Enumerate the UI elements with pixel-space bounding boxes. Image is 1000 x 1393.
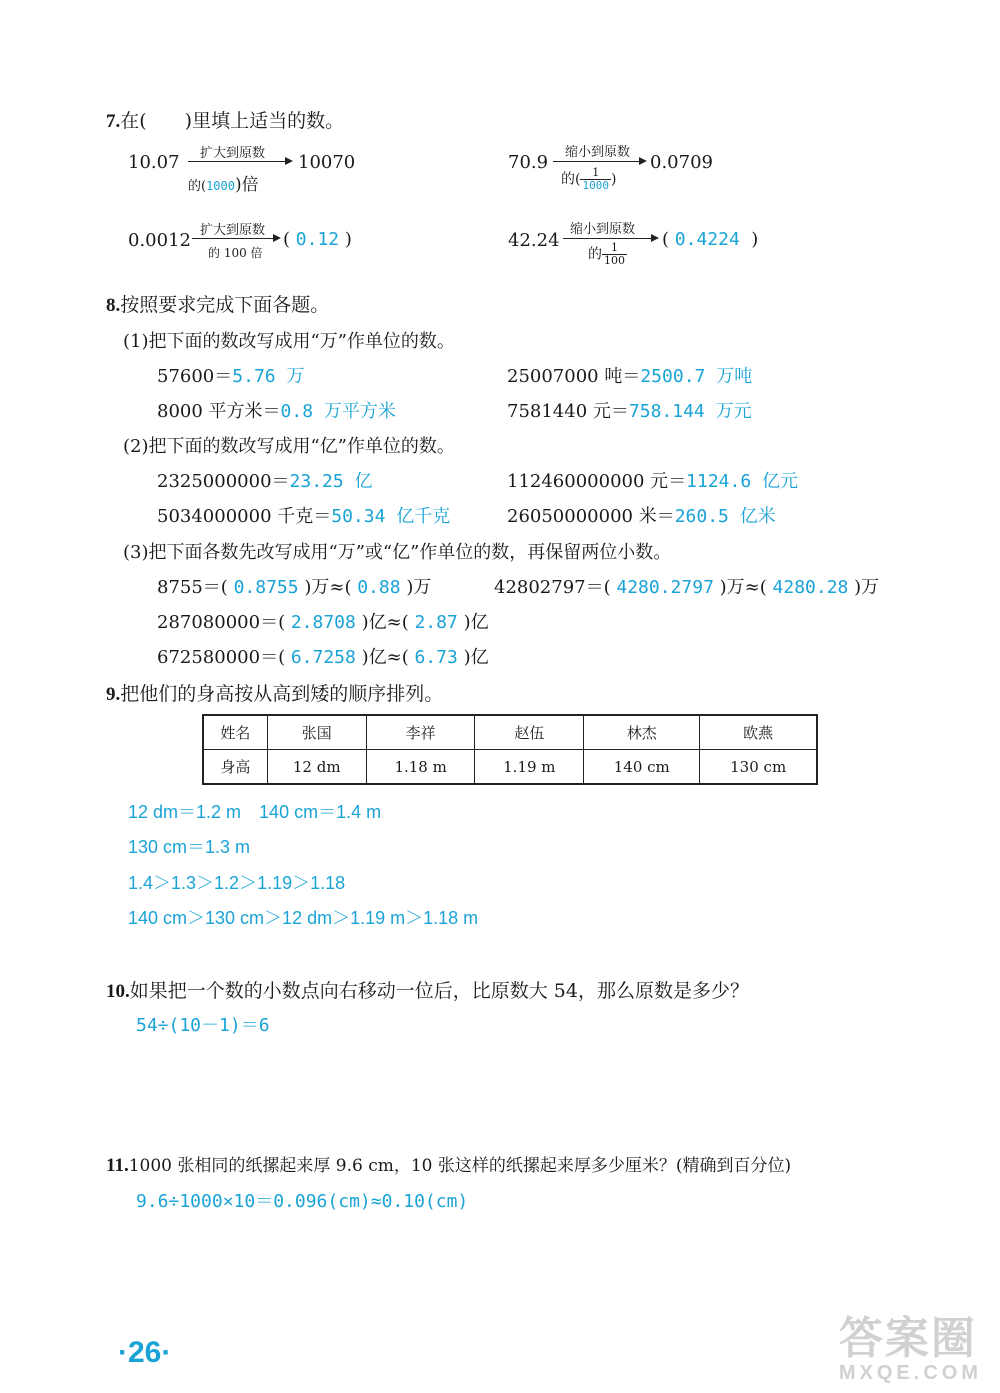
- q7d-arrow: [563, 238, 652, 239]
- table-cell: 李祥: [366, 715, 475, 750]
- q7c-over: 扩大到原数: [200, 223, 266, 238]
- page-number: ·26·: [118, 1336, 172, 1369]
- q7b-frac-num: 1: [580, 167, 611, 180]
- q8-p1-item-4: 7581440 元＝758.144 万元: [507, 401, 752, 422]
- q8-p3-row-2: 42802797＝( 4280.2797 )万≈( 4280.28 )万: [494, 577, 880, 598]
- q7a-left: 10.07: [128, 152, 180, 173]
- height-table: [202, 714, 818, 785]
- q7c-arrow-head: [273, 234, 281, 242]
- table-cell: 林杰: [584, 715, 700, 750]
- table-cell: 1.19 m: [475, 750, 584, 785]
- q7d-fraction: [602, 242, 627, 267]
- table-header-row: [203, 715, 817, 750]
- q8-p3-label: (3)把下面各数先改写成用“万”或“亿”作单位的数，再保留两位小数。: [123, 542, 672, 563]
- q8-p1-item-2: 25007000 吨＝2500.7 万吨: [507, 366, 753, 387]
- q7a-arrow: [188, 161, 286, 162]
- q7b-open: (: [575, 171, 581, 188]
- watermark-bottom: MXQE.COM: [838, 1362, 982, 1384]
- watermark-logo: [839, 1316, 982, 1385]
- q7c-result: [283, 229, 352, 250]
- q7b-arrow-head: [639, 157, 647, 165]
- q7a-under-pre: 的(: [188, 179, 207, 194]
- q7b-frac-den: 1000: [582, 179, 609, 192]
- q7c-under: 的 100 倍: [208, 246, 263, 260]
- q10-number: 10.: [106, 981, 130, 1002]
- q7d-result: [662, 229, 758, 250]
- q11-text: 1000 张相同的纸摞起来厚 9.6 cm，10 张这样的纸摞起来厚多少厘米？(精确到百分位): [128, 1156, 792, 1176]
- q7b-arrow: [553, 161, 640, 162]
- q7c-answer: 0.12: [295, 229, 340, 250]
- q9-text: 把他们的身高按从高到矮的顺序排列。: [120, 683, 444, 705]
- q11-title: [106, 1151, 791, 1177]
- q8-p3-row-4: 672580000＝( 6.7258 )亿≈( 6.73 )亿: [157, 647, 489, 668]
- q9-number: 9.: [106, 684, 121, 705]
- q9-answer-3: 1.4＞1.3＞1.2＞1.19＞1.18: [128, 873, 346, 893]
- q9-answer-2: 130 cm＝1.3 m: [128, 837, 251, 857]
- table-cell: 身高: [203, 750, 267, 785]
- table-cell: 140 cm: [584, 750, 700, 785]
- q8-number: 8.: [106, 295, 121, 316]
- q7a-answer: 1000: [206, 179, 235, 193]
- q7d-left: 42.24: [508, 230, 560, 251]
- q7c-close: ): [344, 229, 352, 250]
- q7b-fraction: [580, 167, 611, 192]
- table-cell: 130 cm: [700, 750, 817, 785]
- q7d-under-pre: 的: [588, 246, 602, 263]
- q7b-right: 0.0709: [650, 152, 713, 173]
- q7d-answer: 0.4224: [674, 229, 740, 250]
- q8-p2-label: (2)把下面的数改写成用“亿”作单位的数。: [123, 436, 455, 457]
- q7a-under-post: )倍: [234, 175, 259, 195]
- q7-title: [106, 106, 344, 133]
- q7b-under-pre: 的: [561, 171, 575, 188]
- table-cell: 赵伍: [475, 715, 584, 750]
- q8-title: [106, 290, 329, 317]
- q7c-arrow: [192, 238, 274, 239]
- table-cell: 姓名: [203, 715, 267, 750]
- q10-answer: 54÷(10－1)＝6: [136, 1015, 270, 1036]
- q8-p1-item-3: 8000 平方米＝0.8 万平方米: [157, 401, 396, 422]
- q11-answer: 9.6÷1000×10＝0.096(cm)≈0.10(cm): [136, 1191, 469, 1212]
- q8-p3-row-1: 8755＝( 0.8755 )万≈( 0.88 )万: [157, 577, 432, 598]
- q7d-open: (: [662, 229, 670, 250]
- q7d-over: 缩小到原数: [570, 222, 636, 237]
- table-cell: 欧燕: [700, 715, 817, 750]
- q8-p2-item-1: 2325000000＝23.25 亿: [157, 471, 373, 492]
- q8-p1-item-1: 57600＝5.76 万: [157, 366, 305, 387]
- q7d-arrow-head: [651, 234, 659, 242]
- q7d-close: ): [751, 229, 759, 250]
- q7a-arrow-head: [285, 157, 293, 165]
- q7d-under: [588, 242, 627, 267]
- table-row: [203, 750, 817, 785]
- q7-number: 7.: [106, 111, 121, 132]
- q9-answer-1: 12 dm＝1.2 m 140 cm＝1.4 m: [128, 802, 382, 822]
- q7c-open: (: [283, 229, 291, 250]
- q7b-over: 缩小到原数: [565, 145, 631, 160]
- q7b-left: 70.9: [508, 152, 549, 173]
- q8-p3-row-3: 287080000＝( 2.8708 )亿≈( 2.87 )亿: [157, 612, 489, 633]
- q9-title: [106, 679, 443, 706]
- table-cell: 张国: [267, 715, 366, 750]
- q7b-under: [561, 167, 616, 192]
- table-cell: 12 dm: [267, 750, 366, 785]
- q11-number: 11.: [106, 1155, 129, 1176]
- q7d-frac-num: 1: [602, 242, 627, 255]
- q8-text: 按照要求完成下面各题。: [120, 294, 330, 316]
- q7c-left: 0.0012: [128, 230, 191, 251]
- q8-p1-label: (1)把下面的数改写成用“万”作单位的数。: [123, 331, 455, 352]
- q7a-right: 10070: [298, 152, 356, 173]
- q8-p2-item-3: 5034000000 千克＝50.34 亿千克: [157, 506, 451, 527]
- q10-title: [106, 976, 749, 1003]
- q7-text: 在( )里填上适当的数。: [120, 110, 345, 132]
- table-cell: 1.18 m: [366, 750, 475, 785]
- q7d-frac-den: 100: [604, 254, 625, 267]
- q7a-over: 扩大到原数: [200, 146, 266, 161]
- q7a-under: [188, 170, 259, 195]
- q9-answer-4: 140 cm＞130 cm＞12 dm＞1.19 m＞1.18 m: [128, 908, 479, 928]
- q10-text: 如果把一个数的小数点向右移动一位后，比原数大 54，那么原数是多少？: [129, 980, 749, 1002]
- q8-p2-item-2: 112460000000 元＝1124.6 亿元: [507, 471, 799, 492]
- q7b-close: ): [610, 171, 617, 188]
- q8-p2-item-4: 26050000000 米＝260.5 亿米: [507, 506, 776, 527]
- watermark-top: 答案圈: [838, 1314, 977, 1363]
